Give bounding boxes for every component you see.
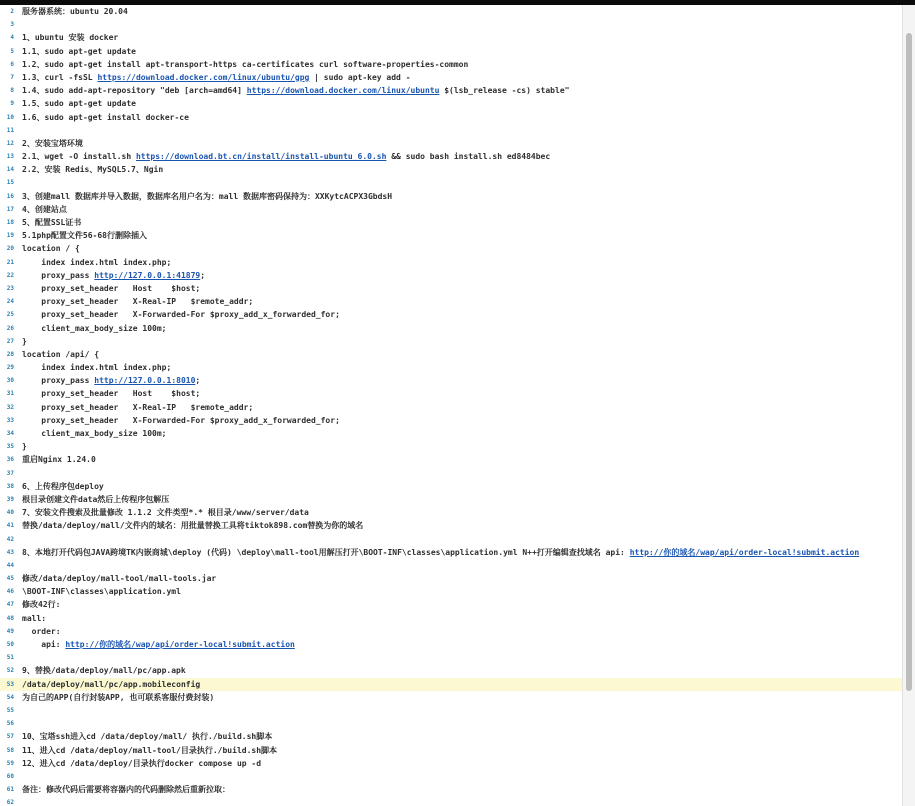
line-text: 10、宝塔ssh进入cd /data/deploy/mall/ 执行./build.sh脚本 [22,732,273,742]
line-number: 16 [6,192,14,200]
code-line[interactable] [0,150,902,163]
line-number: 45 [6,575,14,583]
code-line[interactable] [0,717,902,730]
line-content [22,374,200,387]
line-number: 23 [6,284,14,292]
line-content [22,282,200,295]
code-line[interactable] [0,348,902,361]
line-text: 重启Nginx 1.24.0 [22,455,96,465]
code-line[interactable] [0,190,902,203]
code-line[interactable] [0,651,902,664]
code-line[interactable] [0,757,902,770]
line-content [22,31,118,44]
line-number: 40 [6,509,14,517]
line-number: 48 [6,614,14,622]
line-text: 6、上传程序包deploy [22,481,104,491]
line-number: 56 [6,720,14,728]
line-content [22,546,859,559]
line-content [22,84,569,97]
line-number: 51 [6,654,14,662]
code-line[interactable] [0,124,902,137]
line-content [22,163,163,176]
line-number: 62 [6,799,14,806]
line-text: mall: [22,613,47,623]
code-line[interactable] [0,5,902,18]
line-number: 41 [6,522,14,530]
scrollbar-thumb[interactable] [906,33,912,691]
line-content [22,664,186,677]
line-text: } [22,336,27,346]
line-content [22,625,61,638]
code-line[interactable] [0,546,902,559]
line-number: 4 [10,34,14,42]
line-content [22,401,253,414]
code-line[interactable] [0,45,902,58]
line-content [22,242,80,255]
line-number: 44 [6,561,14,569]
line-number: 21 [6,258,14,266]
line-text: 服务器系统：ubuntu 20.04 [22,7,128,16]
line-text: index index.html index.php; [22,363,172,373]
line-number: 5 [10,47,14,55]
line-text: 12、进入cd /data/deploy/目录执行docker compose up -d [22,758,262,768]
url-link[interactable]: https://download.bt.cn/install/install-ubuntu_6.0.sh [135,152,387,162]
code-line[interactable] [0,480,902,493]
line-content [22,598,60,611]
line-content [22,691,214,704]
code-line[interactable] [0,216,902,229]
line-content [22,150,550,163]
line-content [22,744,277,757]
url-link[interactable]: http://你的域名/wap/api/order-local!submit.action [629,547,860,557]
line-text: client_max_body_size 100m; [22,323,167,333]
line-text: 2、安装宝塔环境 [22,138,83,148]
line-content [22,71,411,84]
line-number: 27 [6,337,14,345]
line-text: } [22,442,27,452]
code-line[interactable] [0,730,902,743]
line-text: location /api/ { [22,349,100,359]
line-content [22,45,136,58]
line-text: client_max_body_size 100m; [22,429,167,438]
line-number: 13 [6,153,14,161]
code-line[interactable] [0,322,902,335]
line-number: 33 [6,416,14,424]
line-text-tail: && sudo bash install.sh ed8484bec [386,152,551,162]
code-line[interactable] [0,374,902,387]
code-line[interactable] [0,427,902,440]
line-text: 8、本地打开代码包JAVA跨境TK内嵌商城\deploy (代码) \deploy\mall-tool用解压打开\BOOT-INF\classes\application.yml N++打开编辑查找域名 api: [22,547,630,557]
line-content [22,295,253,308]
code-line[interactable] [0,387,902,400]
line-content [22,322,167,335]
line-number: 34 [6,430,14,437]
line-content [22,256,171,269]
line-content [22,506,309,519]
code-line[interactable] [0,493,902,506]
line-number: 55 [6,706,14,714]
code-line[interactable] [0,533,902,546]
line-number: 22 [6,271,14,279]
code-line[interactable] [0,744,902,757]
line-content [22,678,200,691]
line-number: 3 [10,21,14,29]
line-content [22,229,147,242]
code-line[interactable] [0,625,902,638]
line-number: 28 [6,350,14,358]
line-number: 18 [6,219,14,226]
line-content [22,585,181,598]
line-text: location / { [22,244,80,254]
line-text: proxy_set_header X-Real-IP $remote_addr; [22,402,254,412]
line-number: 42 [6,535,14,543]
line-text: 2.2、安装 Redis、MySQL5.7、Ngin [22,165,164,175]
line-number: 36 [6,456,14,464]
line-text: 7、安装文件搜索及批量修改 1.1.2 文件类型*.* 根目录/www/server/data [22,508,309,518]
url-link[interactable]: http://127.0.0.1:8010 [94,376,196,386]
line-content [22,519,363,532]
line-text: 1.4、sudo add-apt-repository "deb [arch=amd64] [22,86,247,96]
code-line[interactable] [0,269,902,282]
line-number: 49 [6,627,14,635]
line-number: 6 [10,60,14,68]
line-text: index index.html index.php; [22,257,172,267]
line-number: 52 [6,667,14,675]
code-line[interactable] [0,612,902,625]
line-text: proxy_set_header X-Real-IP $remote_addr; [22,297,254,307]
code-line[interactable] [0,361,902,374]
code-line[interactable] [0,308,902,321]
vertical-scrollbar[interactable] [902,5,915,806]
code-line[interactable] [0,176,902,189]
code-line[interactable] [0,572,902,585]
line-text: 修改42行: [22,600,61,610]
line-number: 38 [6,482,14,490]
line-content [22,440,27,453]
code-line[interactable] [0,18,902,31]
line-content [22,783,230,796]
line-number: 46 [6,588,14,596]
line-number: 19 [6,232,14,240]
code-line[interactable] [0,203,902,216]
line-content [22,730,272,743]
line-content [22,348,99,361]
code-line[interactable] [0,58,902,71]
code-line[interactable] [0,796,902,806]
line-number: 30 [6,377,14,385]
code-line[interactable] [0,506,902,519]
code-line[interactable] [0,111,902,124]
line-text-tail: ; [195,376,201,386]
line-text: 根目录创建文件data然后上传程序包解压 [22,494,170,504]
line-text: proxy_set_header Host $host; [22,389,201,399]
line-number: 29 [6,364,14,372]
code-line[interactable] [0,783,902,796]
line-text: api: [22,640,66,649]
line-text: 4、创建站点 [22,204,67,214]
url-link[interactable]: http://127.0.0.1:41879 [94,270,201,280]
code-line[interactable] [0,467,902,480]
line-number: 47 [6,601,14,609]
line-content [22,612,46,625]
line-content [22,453,96,466]
line-text: 1.3、curl -fsSL [22,72,98,82]
line-number: 25 [6,311,14,319]
line-number: 60 [6,772,14,780]
line-text: proxy_set_header X-Forwarded-For $proxy_add_x_forwarded_for; [22,415,340,425]
url-link[interactable]: http://你的域名/wap/api/order-local!submit.action [65,640,295,649]
line-content [22,97,136,110]
line-text: 修改/data/deploy/mall-tool/mall-tools.jar [22,574,217,584]
line-number: 35 [6,443,14,451]
line-text: proxy_set_header X-Forwarded-For $proxy_add_x_forwarded_for; [22,310,340,320]
line-content [22,638,295,651]
code-line[interactable] [0,664,902,677]
line-text-tail: | sudo apt-key add - [309,72,411,82]
url-link[interactable]: https://download.docker.com/linux/ubuntu/gpg [97,72,310,82]
line-number: 8 [10,87,14,95]
line-number: 32 [6,403,14,411]
line-number: 31 [6,390,14,398]
line-text: 替换/data/deploy/mall/文件内的域名：用批量替换工具将tiktok898.com替换为你的域名 [22,521,364,531]
line-content [22,308,340,321]
code-line[interactable] [0,585,902,598]
line-number: 10 [6,113,14,121]
line-number: 54 [6,693,14,701]
line-number: 43 [6,548,14,556]
code-line[interactable] [0,282,902,295]
line-number: 61 [6,786,14,794]
line-number: 17 [6,205,14,213]
code-line[interactable] [0,440,902,453]
line-text: 5、配置SSL证书 [22,218,82,227]
code-line[interactable] [0,401,902,414]
line-number: 53 [6,680,14,688]
line-number: 20 [6,245,14,253]
line-content [22,137,83,150]
code-line[interactable] [0,414,902,427]
code-line[interactable] [0,84,902,97]
line-content [22,361,171,374]
line-number: 2 [10,8,14,15]
line-number: 26 [6,324,14,332]
code-line[interactable] [0,598,902,611]
line-content [22,269,205,282]
line-text: \BOOT-INF\classes\application.yml [22,587,181,597]
line-text: proxy_set_header Host $host; [22,283,201,293]
line-text: 1.6、sudo apt-get install docker-ce [22,112,189,122]
code-line[interactable] [0,335,902,348]
line-number: 12 [6,139,14,147]
line-text: proxy_pass [22,270,95,280]
line-number: 24 [6,298,14,306]
line-number: 11 [6,126,14,134]
code-line[interactable] [0,691,902,704]
code-line[interactable] [0,31,902,44]
line-number: 37 [6,469,14,477]
line-text: 1.5、sudo apt-get update [22,99,136,109]
text-editor[interactable] [0,5,902,806]
code-line[interactable] [0,137,902,150]
code-line[interactable] [0,638,902,651]
line-content [22,203,67,216]
code-line[interactable] [0,242,902,255]
line-content [22,480,104,493]
line-content [22,190,392,203]
line-text: 为自己的APP(自行封装APP, 也可联系客服付费封装) [22,692,215,702]
line-content [22,414,340,427]
line-text: 备注：修改代码后需要将容器内的代码删除然后重新拉取： [22,785,230,795]
line-text: 2.1、wget -O install.sh [22,152,136,162]
code-line[interactable] [0,71,902,84]
line-text: 1、ubuntu 安装 docker [22,33,119,43]
line-text: 5.1php配置文件56-68行删除插入 [22,231,147,241]
code-line[interactable] [0,256,902,269]
url-link[interactable]: https://download.docker.com/linux/ubuntu [246,86,440,96]
line-text: /data/deploy/mall/pc/app.mobileconfig [22,679,201,689]
line-content [22,58,468,71]
code-line[interactable] [0,295,902,308]
code-line[interactable] [0,559,902,572]
line-text-tail: $(lsb_release -cs) stable" [439,86,570,96]
code-line[interactable] [0,770,902,783]
line-number: 39 [6,495,14,503]
line-text-tail: ; [200,270,206,280]
line-content [22,757,261,770]
line-number: 15 [6,179,14,187]
line-content [22,493,169,506]
code-line[interactable] [0,163,902,176]
line-number: 57 [6,733,14,741]
line-content [22,427,167,440]
line-text: 11、进入cd /data/deploy/mall-tool/目录执行./build.sh脚本 [22,745,278,755]
line-number: 59 [6,759,14,767]
code-line[interactable] [0,97,902,110]
line-content [22,5,128,18]
line-text: proxy_pass [22,376,95,386]
code-line[interactable] [0,704,902,717]
line-text: 1.1、sudo apt-get update [22,46,136,56]
code-line[interactable] [0,678,902,691]
line-content [22,572,216,585]
code-line[interactable] [0,229,902,242]
code-line[interactable] [0,453,902,466]
line-text: 1.2、sudo apt-get install apt-transport-https ca-certificates curl software-properties-common [22,59,469,69]
line-number: 7 [10,73,14,81]
line-text: 9、替换/data/deploy/mall/pc/app.apk [22,666,186,676]
line-content [22,216,81,229]
line-content [22,111,189,124]
line-text: order: [22,626,61,636]
line-number: 58 [6,746,14,754]
code-line[interactable] [0,519,902,532]
line-number: 14 [6,166,14,174]
line-content [22,387,200,400]
line-number: 9 [10,100,14,108]
line-number: 50 [6,641,14,648]
line-content [22,335,27,348]
line-text: 3、创建mall 数据库并导入数据，数据库名用户名为：mall 数据库密码保持为：XXKytcACPX3GbdsH [22,191,393,201]
